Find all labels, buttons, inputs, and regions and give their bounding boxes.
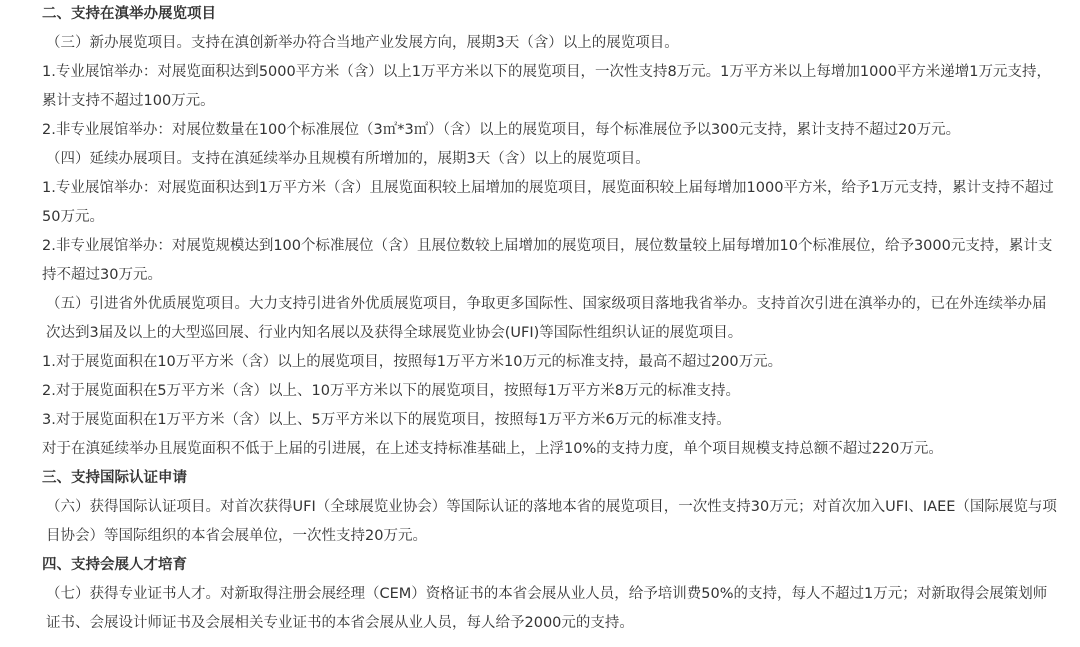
paragraph-5-2: 2.对于展览面积在5万平方米（含）以上、10万平方米以下的展览项目，按照每1万平方米8万元的标准支持。 [42, 383, 740, 399]
paragraph-4-2: 2.非专业展馆举办：对展览规模达到100个标准展位（含）且展位数较上届增加的展览项目，展位数量较上届每增加10个标准展位，给予3000元支持，累计支持不超过30万元。 [42, 238, 1053, 283]
paragraph-5: （五）引进省外优质展览项目。大力支持引进省外优质展览项目，争取更多国际性、国家级项目落地我省举办。支持首次引进在滇举办的，已在外连续举办届次达到3届及以上的大型巡回展、行业内知名展以及获得全球展览业协会(UFI)等国际性组织认证的展览项目。 [46, 296, 1047, 341]
paragraph-3-1: 1.专业展馆举办：对展览面积达到5000平方米（含）以上1万平方米以下的展览项目，一次性支持8万元。1万平方米以上每增加1000平方米递增1万元支持，累计支持不超过100万元。 [42, 64, 1052, 109]
section-heading-4: 四、支持会展人才培育 [42, 557, 187, 573]
paragraph-4-1: 1.专业展馆举办：对展览面积达到1万平方米（含）且展览面积较上届增加的展览项目，展览面积较上届每增加1000平方米，给予1万元支持，累计支持不超过50万元。 [42, 180, 1054, 225]
section-heading-2: 二、支持在滇举办展览项目 [42, 6, 216, 22]
paragraph-4: （四）延续办展项目。支持在滇延续举办且规模有所增加的，展期3天（含）以上的展览项目。 [46, 151, 650, 167]
paragraph-5-1: 1.对于展览面积在10万平方米（含）以上的展览项目，按照每1万平方米10万元的标准支持，最高不超过200万元。 [42, 354, 783, 370]
paragraph-6: （六）获得国际认证项目。对首次获得UFI（全球展览业协会）等国际认证的落地本省的展览项目，一次性支持30万元；对首次加入UFI、IAEE（国际展览与项目协会）等国际组织的本省会展单位，一次性支持20万元。 [46, 499, 1057, 544]
paragraph-3-2: 2.非专业展馆举办：对展位数量在100个标准展位（3㎡*3㎡）（含）以上的展览项目，每个标准展位予以300元支持，累计支持不超过20万元。 [42, 122, 961, 138]
paragraph-5-note: 对于在滇延续举办且展览面积不低于上届的引进展，在上述支持标准基础上，上浮10%的支持力度，单个项目规模支持总额不超过220万元。 [42, 441, 943, 457]
section-heading-3: 三、支持国际认证申请 [42, 470, 187, 486]
paragraph-5-3: 3.对于展览面积在1万平方米（含）以上、5万平方米以下的展览项目，按照每1万平方米6万元的标准支持。 [42, 412, 731, 428]
paragraph-7: （七）获得专业证书人才。对新取得注册会展经理（CEM）资格证书的本省会展从业人员，给予培训费50%的支持，每人不超过1万元；对新取得会展策划师证书、会展设计师证书及会展相关专业证书的本省会展从业人员，每人给予2000元的支持。 [46, 586, 1048, 631]
paragraph-3: （三）新办展览项目。支持在滇创新举办符合当地产业发展方向，展期3天（含）以上的展览项目。 [46, 35, 679, 51]
